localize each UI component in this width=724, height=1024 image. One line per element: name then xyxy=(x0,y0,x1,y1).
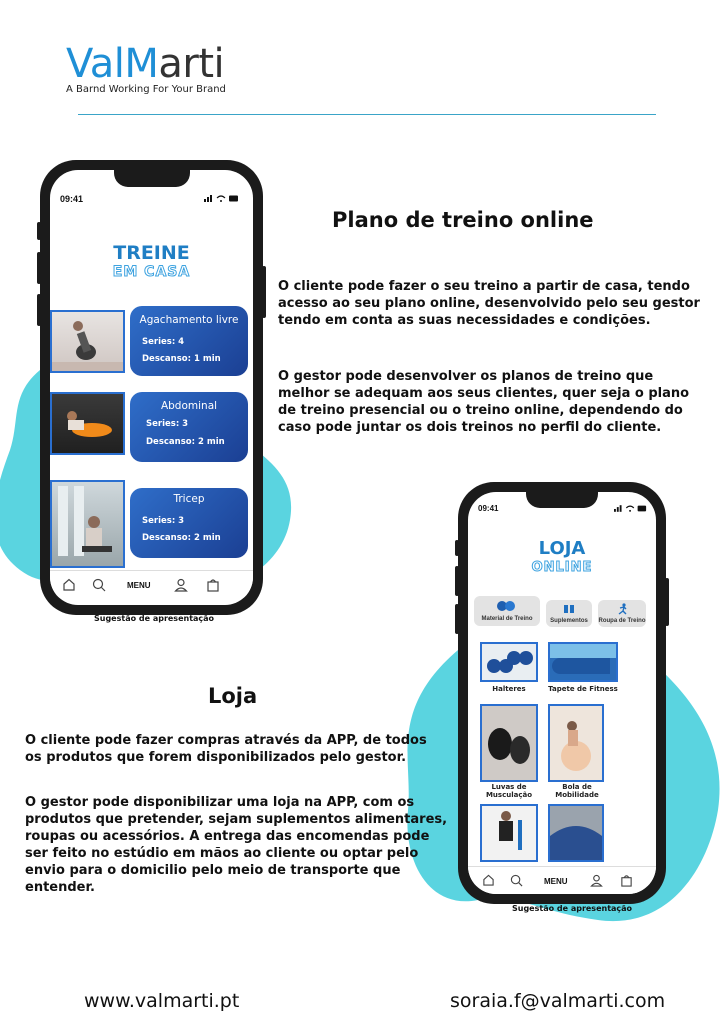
search-icon[interactable] xyxy=(92,578,106,595)
app-title: LOJA xyxy=(538,538,586,559)
bag-icon[interactable] xyxy=(620,874,633,890)
training-caption: Sugestão de apresentação xyxy=(94,614,215,623)
product-label: Luvas de Musculação xyxy=(485,783,533,799)
shop-caption: Sugestão de apresentação xyxy=(512,904,633,913)
training-paragraph-2: O gestor pode desenvolver os planos de treino que melhor se adequam aos seus clientes, quer seja o plano de treino presencial ou o treino online, dependendo do caso pode juntar os dois treinos no perfil do cliente. xyxy=(278,369,690,435)
bottom-nav xyxy=(50,570,253,598)
brand-logo xyxy=(66,41,226,95)
exercise-image[interactable] xyxy=(50,480,125,568)
logo-wordmark: ValMarti xyxy=(66,41,225,87)
product-image[interactable] xyxy=(480,804,538,862)
training-title: Plano de treino online xyxy=(332,208,594,232)
exercise-card[interactable] xyxy=(130,488,248,558)
bottom-nav xyxy=(468,866,656,894)
app-title: TREINE xyxy=(113,242,190,264)
category-label: Suplementos xyxy=(550,618,588,624)
category-label: Material de Treino xyxy=(481,616,533,622)
exercise-card[interactable] xyxy=(130,392,248,462)
exercise-image[interactable] xyxy=(50,310,125,373)
status-icons xyxy=(614,504,648,515)
profile-icon[interactable] xyxy=(590,874,603,890)
product-label: Bola de Mobilidade xyxy=(555,783,599,799)
logo-tagline: A Barnd Working For Your Brand xyxy=(66,84,226,95)
shop-paragraph-1: O cliente pode fazer compras através da APP, de todos os produtos que forem disponibilizados pelo gestor. xyxy=(25,733,427,765)
exercise-name: Tricep xyxy=(173,493,205,505)
product-image-halteres[interactable] xyxy=(480,642,538,682)
product-image[interactable] xyxy=(548,804,604,862)
app-subtitle: ONLINE xyxy=(531,560,593,575)
training-paragraph-1: O cliente pode fazer o seu treino a partir de casa, tendo acesso ao seu plano online, desenvolvido pelo seu gestor tendo em conta as suas necessidades e condições. xyxy=(278,279,700,328)
product-image-bola[interactable] xyxy=(548,704,604,782)
header-divider xyxy=(78,114,656,115)
shop-paragraph-2: O gestor pode disponibilizar uma loja na APP, com os produtos que pretender, sejam suplementos alimentares, roupas ou acessórios. A entrega das encomendas pode ser feito no estúdio em mãos ao cliente ou optar pelo envio para o domicilio pelo meio de transporte que entender. xyxy=(25,795,448,895)
search-icon[interactable] xyxy=(510,874,523,890)
category-label: Roupa de Treino xyxy=(598,618,646,624)
exercise-name: Abdominal xyxy=(160,400,218,412)
footer-email[interactable]: soraia.f@valmarti.com xyxy=(450,990,666,1012)
profile-icon[interactable] xyxy=(174,578,188,595)
status-time: 09:41 xyxy=(60,194,84,204)
home-icon[interactable] xyxy=(482,874,495,889)
shop-phone xyxy=(458,482,666,904)
supplement-icon xyxy=(546,603,592,618)
product-image-luvas[interactable] xyxy=(480,704,538,782)
category-roupa-de-treino[interactable] xyxy=(598,600,646,627)
exercise-rest: Descanso: 2 min xyxy=(146,437,225,447)
exercise-rest: Descanso: 2 min xyxy=(142,533,221,543)
category-suplementos[interactable] xyxy=(546,600,592,627)
footer-website[interactable]: www.valmarti.pt xyxy=(84,990,240,1012)
training-phone xyxy=(40,160,263,615)
product-label: Tapete de Fitness xyxy=(548,685,618,693)
exercise-series: Series: 3 xyxy=(146,419,189,429)
phone-notch xyxy=(114,170,190,187)
product-image-tapete[interactable] xyxy=(548,642,618,682)
shop-title: Loja xyxy=(208,684,258,708)
category-material-de-treino[interactable] xyxy=(474,596,540,626)
shop-phone-screen xyxy=(468,492,656,894)
exercise-image[interactable] xyxy=(50,392,125,455)
phone-notch xyxy=(526,492,598,508)
dumbbell-icon xyxy=(474,599,540,616)
exercise-series: Series: 4 xyxy=(142,337,185,347)
status-icons xyxy=(204,194,240,205)
menu-button[interactable]: MENU xyxy=(544,877,568,886)
exercise-name: Agachamento livre xyxy=(139,314,239,326)
app-subtitle: EM CASA xyxy=(112,264,191,280)
menu-button[interactable]: MENU xyxy=(127,581,151,590)
exercise-series: Series: 3 xyxy=(142,516,185,526)
status-time: 09:41 xyxy=(478,504,499,513)
exercise-rest: Descanso: 1 min xyxy=(142,354,221,364)
training-phone-screen xyxy=(50,170,253,605)
runner-icon xyxy=(598,603,646,618)
bag-icon[interactable] xyxy=(206,578,220,595)
home-icon[interactable] xyxy=(62,578,76,594)
exercise-card[interactable] xyxy=(130,306,248,376)
product-label: Halteres xyxy=(492,685,526,693)
